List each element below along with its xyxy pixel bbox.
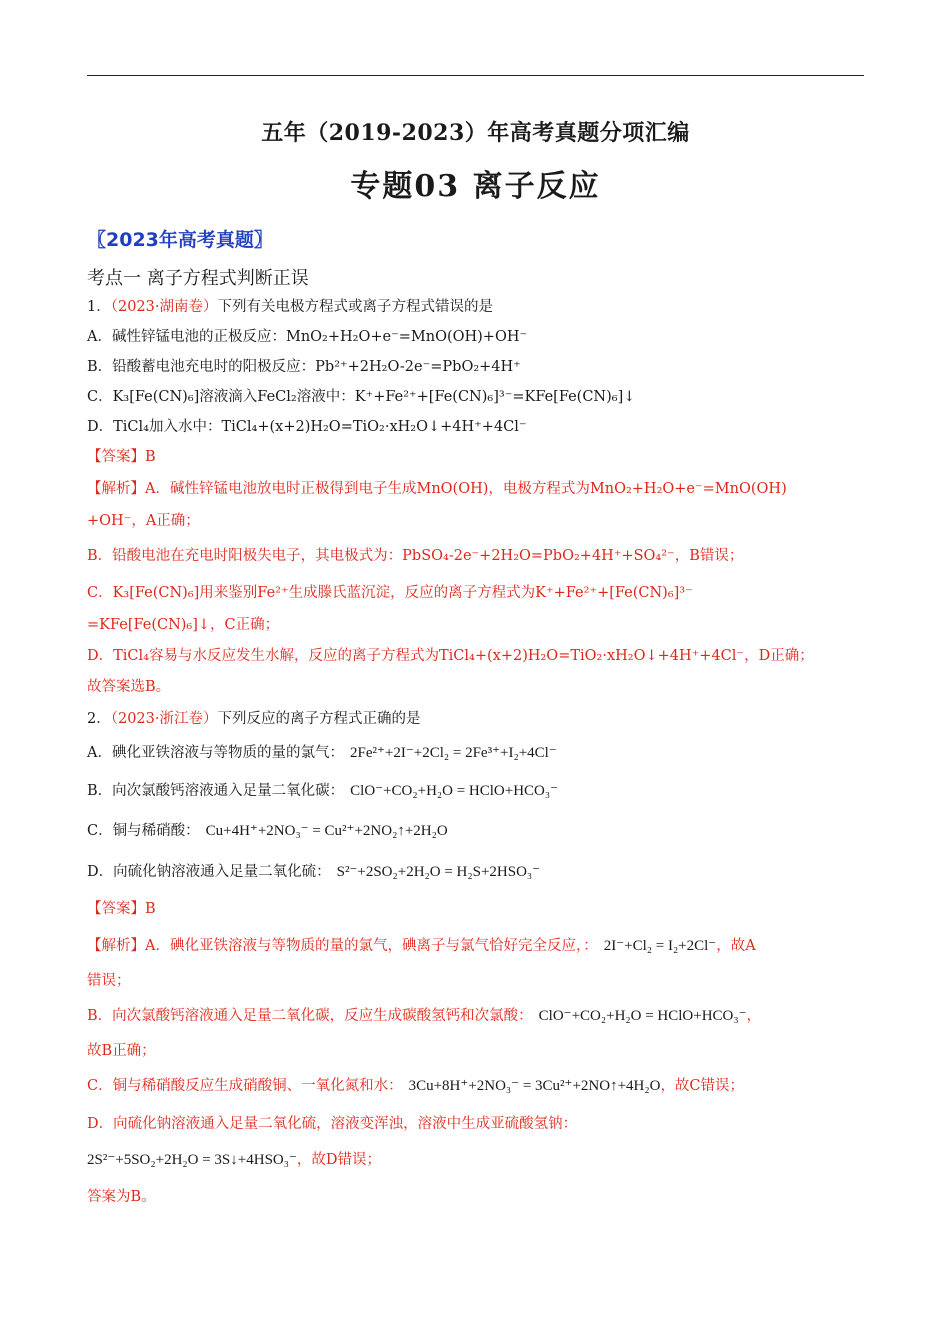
question-1 bbox=[87, 292, 864, 702]
option-b bbox=[87, 772, 864, 810]
explanation-b-cont: 故B正确； bbox=[87, 1043, 156, 1059]
explanation-a-cont: 错误； bbox=[87, 973, 131, 989]
explanation-a: 【解析】A．碱性锌锰电池放电时正极得到电子生成MnO(OH)，电极方程式为MnO₂+H₂O+e⁻=MnO(OH) bbox=[87, 481, 787, 497]
question-number: 2． bbox=[87, 711, 111, 727]
option-d bbox=[87, 852, 864, 892]
question-text: 下列反应的离子方程式正确的是 bbox=[217, 711, 421, 727]
option-a-equation: 2Fe²⁺+2I⁻+2Cl₂ = 2Fe³⁺+I₂+4Cl⁻ bbox=[349, 745, 557, 761]
explanation-d: D．TiCl₄容易与水反应发生水解，反应的离子方程式为TiCl₄+(x+2)H₂O=TiO₂·xH₂O↓+4H⁺+4Cl⁻，D正确； bbox=[87, 648, 814, 664]
option-c-equation: Cu+4H⁺+2NO₃⁻ = Cu²⁺+2NO₂↑+2H₂O bbox=[205, 823, 448, 839]
explanation-c-text: C．铜与稀硝酸反应生成硝酸铜、一氧化氮和水： bbox=[87, 1078, 403, 1094]
option-b: B．铅酸蓄电池充电时的阳极反应：Pb²⁺+2H₂O-2e⁻=PbO₂+4H⁺ bbox=[87, 359, 521, 375]
explanation-a-tail: ，故A bbox=[716, 938, 756, 954]
explanation-b bbox=[87, 996, 864, 1036]
explanation-a-cont: +OH⁻，A正确； bbox=[87, 513, 200, 529]
explanation-b-text: B．向次氯酸钙溶液通入足量二氧化碳，反应生成碳酸氢钙和次氯酸： bbox=[87, 1008, 533, 1024]
explanation-conclusion: 故答案选B。 bbox=[87, 679, 171, 695]
explanation-d-tail: ，故D错误； bbox=[296, 1152, 382, 1168]
question-number: 1． bbox=[87, 299, 111, 315]
option-a bbox=[87, 734, 864, 772]
option-d-equation: S²⁻+2SO₂+2H₂O = H₂S+2HSO₃⁻ bbox=[336, 864, 541, 880]
explanation-c bbox=[87, 1066, 864, 1106]
header-rule bbox=[87, 75, 864, 76]
option-c-text: C．铜与稀硝酸： bbox=[87, 823, 200, 839]
explanation-b: B．铅酸电池在充电时阳极失电子，其电极式为：PbSO₄-2e⁻+2H₂O=PbO₂+4H⁺+SO₄²⁻，B错误； bbox=[87, 548, 744, 564]
question-stem bbox=[87, 704, 864, 734]
explanation-c: C．K₃[Fe(CN)₆]用来鉴别Fe²⁺生成滕氏蓝沉淀，反应的离子方程式为K⁺+Fe²⁺+[Fe(CN)₆]³⁻ bbox=[87, 585, 693, 601]
explanation-conclusion: 答案为B。 bbox=[87, 1189, 156, 1205]
question-stem bbox=[87, 292, 864, 322]
document-title: 五年（2019-2023）年高考真题分项汇编 bbox=[261, 120, 690, 146]
explanation-c-tail: ，故C错误； bbox=[660, 1078, 745, 1094]
explanation-a bbox=[87, 926, 864, 966]
option-a: A．碱性锌锰电池的正极反应：MnO₂+H₂O+e⁻=MnO(OH)+OH⁻ bbox=[87, 329, 528, 345]
question-text: 下列有关电极方程式或离子方程式错误的是 bbox=[217, 299, 493, 315]
year-section-title: 〖2023年高考真题〗 bbox=[87, 229, 273, 251]
explanation-a-text: 【解析】A．碘化亚铁溶液与等物质的量的氯气，碘离子与氯气恰好完全反应，： bbox=[87, 938, 598, 954]
option-c bbox=[87, 810, 864, 852]
option-d: D．TiCl₄加入水中：TiCl₄+(x+2)H₂O=TiO₂·xH₂O↓+4H⁺+4Cl⁻ bbox=[87, 419, 527, 435]
kaodian-heading: 考点一 离子方程式判断正误 bbox=[87, 268, 309, 289]
document-page bbox=[87, 100, 864, 1216]
option-a-text: A．碘化亚铁溶液与等物质的量的氯气： bbox=[87, 745, 344, 761]
question-2 bbox=[87, 704, 864, 1216]
option-b-text: B．向次氯酸钙溶液通入足量二氧化碳： bbox=[87, 783, 345, 799]
explanation-a-equation: 2I⁻+Cl₂ = I₂+2Cl⁻ bbox=[603, 938, 717, 954]
question-source: （2023·湖南卷） bbox=[110, 299, 218, 315]
question-source: （2023·浙江卷） bbox=[110, 711, 218, 727]
explanation-c-cont: =KFe[Fe(CN)₆]↓，C正确； bbox=[87, 617, 280, 633]
option-c: C．K₃[Fe(CN)₆]溶液滴入FeCl₂溶液中：K⁺+Fe²⁺+[Fe(CN)₆]³⁻=KFe[Fe(CN)₆]↓ bbox=[87, 389, 636, 405]
explanation-d: D．向硫化钠溶液通入足量二氧化硫，溶液变浑浊，溶液中生成亚硫酸氢钠： bbox=[87, 1116, 578, 1132]
topic-title: 专题03 离子反应 bbox=[350, 169, 601, 204]
explanation-c-equation: 3Cu+8H⁺+2NO₃⁻ = 3Cu²⁺+2NO↑+4H₂O bbox=[408, 1078, 661, 1094]
explanation-d-cont bbox=[87, 1142, 864, 1178]
option-d-text: D．向硫化钠溶液通入足量二氧化硫： bbox=[87, 864, 331, 880]
explanation-d-equation: 2S²⁻+5SO₂+2H₂O = 3S↓+4HSO₃⁻ bbox=[87, 1152, 297, 1168]
explanation-b-equation: ClO⁻+CO₂+H₂O = HClO+HCO₃⁻ bbox=[538, 1008, 747, 1024]
explanation-b-tail: ， bbox=[746, 1008, 762, 1024]
answer-line: 【答案】B bbox=[87, 901, 156, 917]
answer-line: 【答案】B bbox=[87, 449, 156, 465]
option-b-equation: ClO⁻+CO₂+H₂O = HClO+HCO₃⁻ bbox=[350, 783, 559, 799]
